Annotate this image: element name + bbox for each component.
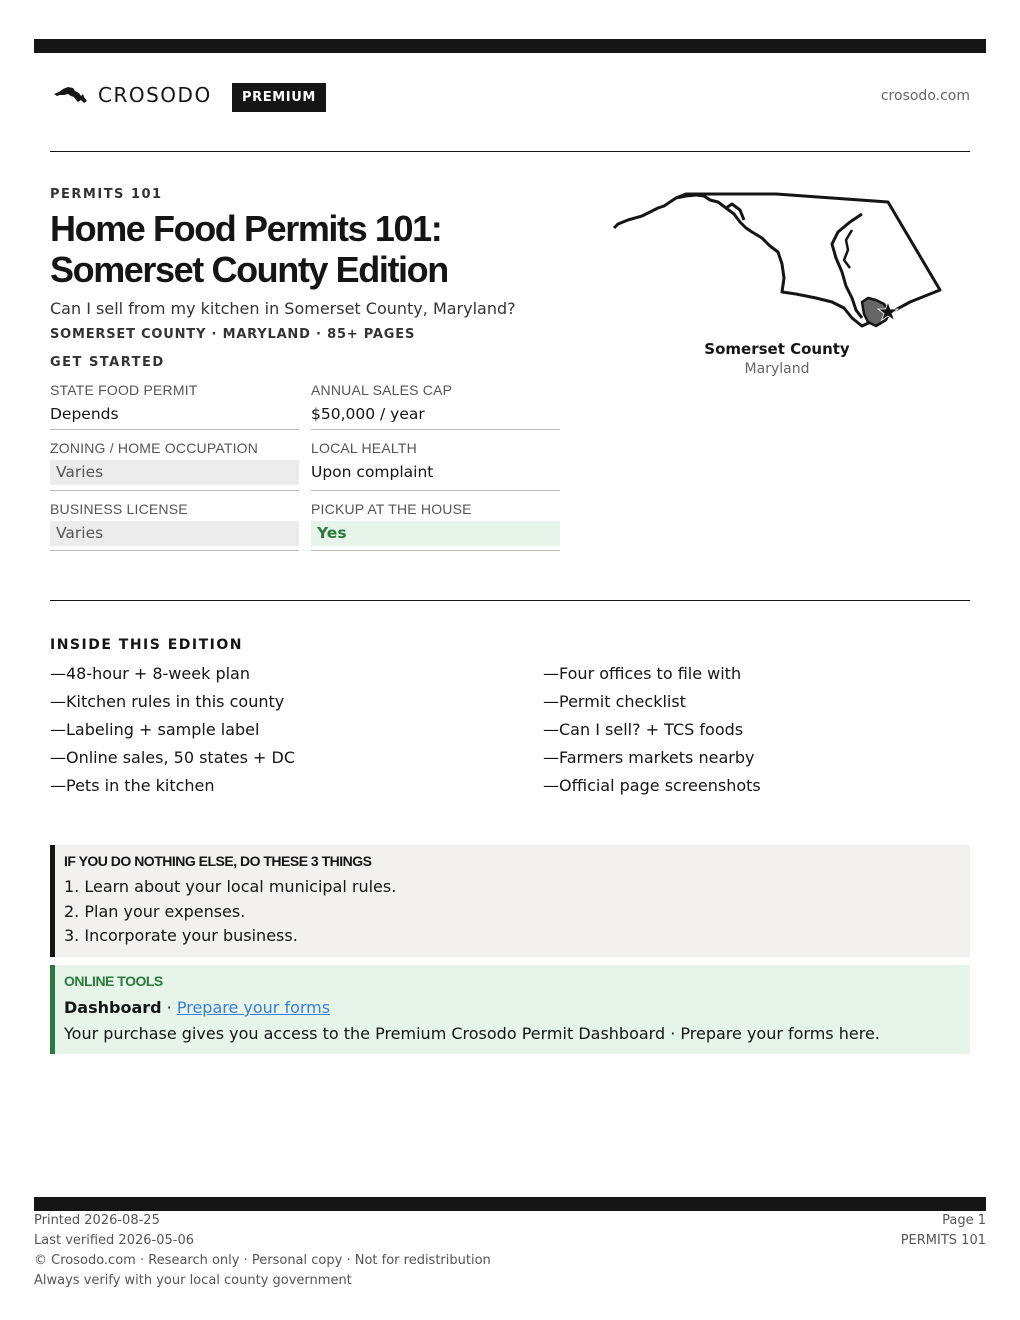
get-started-heading: GET STARTED [50,355,165,370]
page-title [50,208,610,290]
footer-section: PERMITS 101 [900,1233,986,1248]
fact-divider [311,490,560,491]
inside-heading: INSIDE THIS EDITION [50,637,243,653]
toc-item: —48-hour + 8-week plan [50,664,250,683]
premium-badge: PREMIUM [232,83,326,112]
toc-item: —Can I sell? + TCS foods [543,720,744,739]
maryland-outline-map [606,186,946,336]
fact-annual-sales-cap [311,382,560,427]
map-county-label: Somerset County [704,340,850,358]
fact-label: BUSINESS LICENSE [50,501,188,517]
map-state-label: Maryland [744,361,810,377]
fact-state-food-permit [50,382,299,427]
fact-local-health [311,440,560,485]
fact-zoning [50,440,299,485]
toc-item: —Online sales, 50 states + DC [50,748,296,767]
fact-label: LOCAL HEALTH [311,440,417,456]
fact-value: Varies [50,521,299,546]
prepare-forms-link[interactable]: Prepare your forms [176,998,331,1017]
toc-item: —Pets in the kitchen [50,776,215,795]
fact-divider [311,429,560,430]
fact-label: PICKUP AT THE HOUSE [311,501,472,517]
footer-right [901,1211,986,1251]
footer-left [34,1211,491,1291]
printed-date: Printed 2026-08-25 [34,1213,160,1228]
toc-item: —Permit checklist [543,692,686,711]
online-tools-description: Your purchase gives you access to the Premium Crosodo Permit Dashboard · Prepare your forms here. [64,1024,880,1043]
brand-name: CROSODO [98,83,212,107]
copyright-notice: © Crosodo.com · Research only · Personal copy · Not for redistribution [34,1253,491,1268]
title-line-2: Somerset County Edition [50,249,448,290]
fact-divider [50,550,299,551]
fact-divider [50,490,299,491]
three-things-list [64,877,396,951]
dashboard-line [64,998,330,1017]
fact-business-license [50,501,299,546]
page-number: Page 1 [942,1213,986,1228]
fact-label: ZONING / HOME OCCUPATION [50,440,259,456]
toc-left-list [50,662,295,802]
toc-item: —Labeling + sample label [50,720,260,739]
toc-item: —Farmers markets nearby [543,748,755,767]
three-things-item: 1. Learn about your local municipal rules. [64,877,397,896]
top-bar [34,39,986,53]
toc-item: —Official page screenshots [543,776,761,795]
fact-value: $50,000 / year [311,405,425,423]
fact-value: Yes [311,521,560,546]
online-tools-callout [50,965,970,1054]
section-divider [50,600,970,601]
toc-right-list [543,662,761,802]
title-line-1: Home Food Permits 101: [50,208,442,249]
fact-value: Upon complaint [311,463,434,481]
fact-divider [311,550,560,551]
bottom-bar [34,1197,986,1211]
toc-item: —Kitchen rules in this county [50,692,285,711]
three-things-callout [50,845,970,957]
fact-value: Depends [50,405,119,423]
eyebrow-label: PERMITS 101 [50,187,163,202]
fact-value: Varies [50,460,299,485]
three-things-item: 3. Incorporate your business. [64,926,298,945]
fact-divider [50,429,299,430]
meta-line: SOMERSET COUNTY · MARYLAND · 85+ PAGES [50,327,416,342]
subtitle-question: Can I sell from my kitchen in Somerset County, Maryland? [50,299,516,318]
fact-label: ANNUAL SALES CAP [311,382,453,398]
toc-item: —Four offices to file with [543,664,742,683]
separator: · [161,998,177,1017]
three-things-item: 2. Plan your expenses. [64,901,246,921]
dashboard-label: Dashboard [64,998,162,1017]
site-url[interactable]: crosodo.com [880,88,970,104]
maryland-silhouette-icon [54,86,88,108]
fact-pickup [311,501,560,546]
verified-date: Last verified 2026-05-06 [34,1233,194,1248]
header-divider [50,151,970,152]
fact-label: STATE FOOD PERMIT [50,382,198,398]
online-tools-heading: ONLINE TOOLS [64,973,163,989]
three-things-heading: IF YOU DO NOTHING ELSE, DO THESE 3 THINGS [64,853,372,869]
disclaimer: Always verify with your local county government [34,1273,352,1288]
page-header [50,80,970,114]
